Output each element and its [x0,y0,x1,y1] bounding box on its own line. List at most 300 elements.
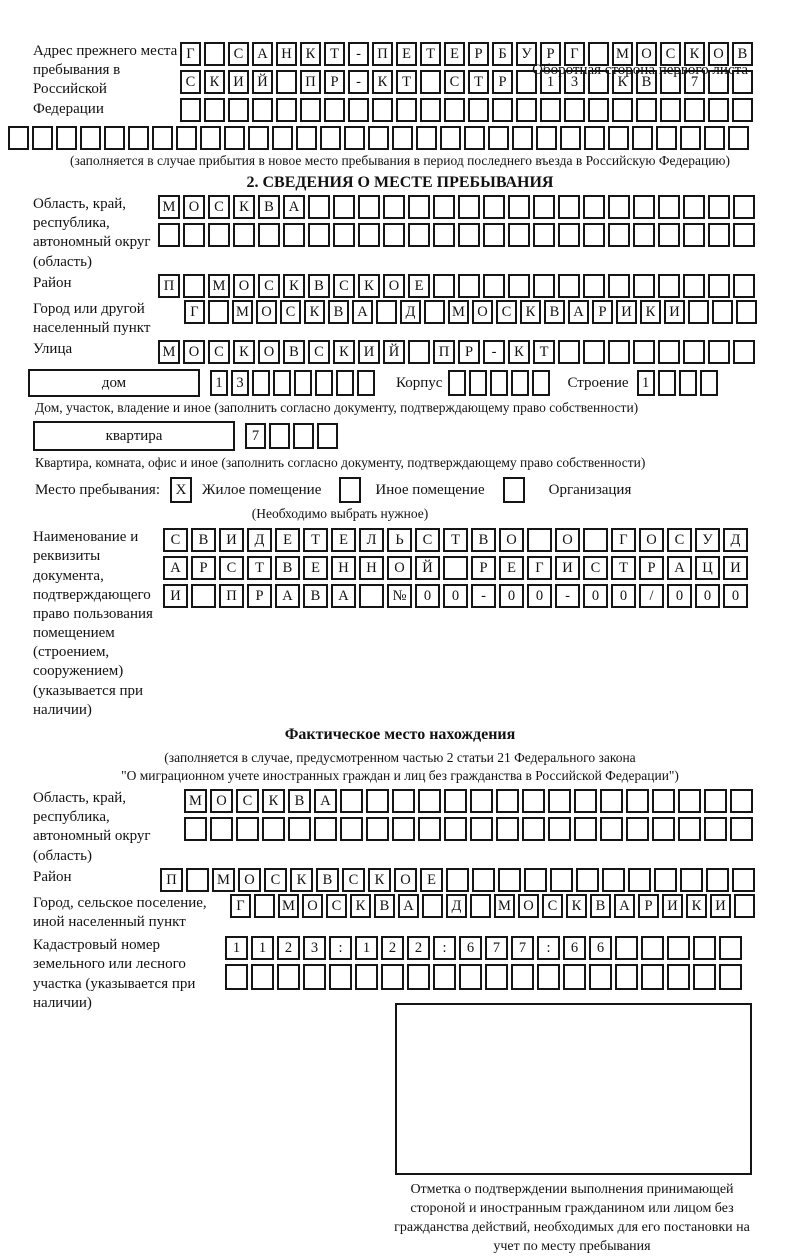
char-cell: Т [247,556,272,580]
char-cell [340,817,363,841]
char-cell [443,556,468,580]
char-cell: Р [592,300,613,324]
char-cell: № [387,584,412,608]
char-cell: А [667,556,692,580]
char-cell: Й [415,556,440,580]
char-cell: В [328,300,349,324]
char-cell [444,98,465,122]
char-cell [357,370,375,396]
char-cell: К [304,300,325,324]
char-cell [329,964,352,990]
char-cell [366,789,389,813]
char-cell [308,223,330,247]
char-cell [511,964,534,990]
char-cell: Т [420,42,441,66]
char-cell [536,126,557,150]
korpus-boxes[interactable] [448,370,553,396]
char-cell [191,584,216,608]
region-row-2[interactable] [158,223,758,247]
char-cell: В [636,70,657,94]
char-cell: В [303,584,328,608]
char-cell: Е [499,556,524,580]
char-cell [333,223,355,247]
checkbox-other-premises[interactable] [339,477,361,503]
apartment-row [33,421,800,451]
char-cell [658,340,680,364]
char-cell: Е [303,556,328,580]
char-cell [683,223,705,247]
char-cell [583,528,608,552]
char-cell: Г [527,556,552,580]
fact-district-row[interactable] [160,868,758,892]
char-cell [396,98,417,122]
district-row[interactable] [158,274,758,298]
char-cell [433,223,455,247]
char-cell [632,126,653,150]
char-cell: К [686,894,707,918]
char-cell [228,98,249,122]
char-cell [32,126,53,150]
stay-place-row [35,477,800,503]
char-cell: Д [247,528,272,552]
cadastral-row-2[interactable] [225,964,745,990]
char-cell [693,936,716,960]
char-cell: Е [408,274,430,298]
char-cell [483,195,505,219]
char-cell: К [350,894,371,918]
char-cell [583,195,605,219]
char-cell [636,98,657,122]
char-cell: В [374,894,395,918]
char-cell [641,964,664,990]
char-cell [533,223,555,247]
char-cell [180,98,201,122]
char-cell [348,98,369,122]
prev-address-caption: (заполняется в случае прибытия в новое место пребывания в период последнего въезда в Российскую Федерацию) [69,153,731,168]
char-cell [589,964,612,990]
char-cell: Д [400,300,421,324]
char-cell: Г [184,300,205,324]
prev-address-group [33,42,800,122]
char-cell [104,126,125,150]
char-cell [272,126,293,150]
char-cell: О [387,556,412,580]
char-cell: 1 [210,370,228,396]
char-cell [527,528,552,552]
char-cell: И [555,556,580,580]
char-cell [708,195,730,219]
char-cell [511,370,529,396]
stay-place-label: Место пребывания: [35,481,160,498]
char-cell [658,195,680,219]
char-cell: М [212,868,235,892]
char-cell [633,195,655,219]
char-cell: Р [492,70,513,94]
char-cell [408,195,430,219]
char-cell [324,98,345,122]
char-cell: Р [247,584,272,608]
char-cell: 7 [684,70,705,94]
char-cell [708,98,729,122]
char-cell: - [555,584,580,608]
char-cell [458,195,480,219]
char-cell: П [160,868,183,892]
char-cell [344,126,365,150]
char-cell [483,274,505,298]
cadastral-group [33,936,800,1013]
char-cell: П [433,340,455,364]
char-cell [704,817,727,841]
char-cell: М [278,894,299,918]
char-cell: 0 [527,584,552,608]
fact-settlement-group [33,894,800,932]
char-cell [408,340,430,364]
char-cell: К [566,894,587,918]
char-cell [626,817,649,841]
city-label: Город или другой населенный пункт [33,300,151,336]
char-cell: Н [331,556,356,580]
char-cell [314,817,337,841]
char-cell: А [275,584,300,608]
char-cell: 0 [695,584,720,608]
char-cell [574,817,597,841]
char-cell [183,274,205,298]
char-cell [533,274,555,298]
fact-settlement-label: Город, сельское поселение, иной населенный пункт [33,894,207,930]
cadastral-label: Кадастровый номер земельного или лесного участка (указывается при наличии) [33,937,196,1011]
char-cell [658,223,680,247]
char-cell [704,789,727,813]
char-cell: И [710,894,731,918]
char-cell [615,964,638,990]
char-cell [733,223,755,247]
char-cell [683,195,705,219]
char-cell: К [368,868,391,892]
char-cell [236,817,259,841]
char-cell: 6 [459,936,482,960]
char-cell: О [639,528,664,552]
char-cell [200,126,221,150]
char-cell: В [258,195,280,219]
char-cell: А [352,300,373,324]
char-cell: М [612,42,633,66]
char-cell: А [314,789,337,813]
char-cell [300,98,321,122]
document-row-3[interactable] [163,584,751,608]
char-cell [537,964,560,990]
char-cell: 0 [415,584,440,608]
char-cell [208,300,229,324]
stroenie-boxes[interactable] [637,370,721,396]
char-cell [248,126,269,150]
char-cell [376,300,397,324]
char-cell: Н [276,42,297,66]
char-cell: Н [359,556,384,580]
char-cell [470,817,493,841]
char-cell [262,817,285,841]
char-cell: А [614,894,635,918]
char-cell: 0 [499,584,524,608]
char-cell [708,274,730,298]
char-cell [251,964,274,990]
char-cell [558,340,580,364]
char-cell: 1 [355,936,378,960]
region-row-1[interactable] [158,195,758,219]
char-cell [600,817,623,841]
char-cell: П [300,70,321,94]
char-cell [532,370,550,396]
char-cell: Р [468,42,489,66]
char-cell [308,195,330,219]
street-row[interactable] [158,340,758,364]
house-label-box: дом [28,369,200,397]
char-cell [233,223,255,247]
char-cell [381,964,404,990]
char-cell [158,223,180,247]
char-cell [508,274,530,298]
region-group [33,195,800,272]
char-cell [608,126,629,150]
char-cell: 0 [723,584,748,608]
fact-region-row-2[interactable] [184,817,756,841]
char-cell [728,126,749,150]
char-cell [424,300,445,324]
char-cell: С [208,340,230,364]
fact-district-group [33,868,800,892]
char-cell: В [283,340,305,364]
char-cell: О [499,528,524,552]
char-cell [608,223,630,247]
char-cell [576,868,599,892]
confirmation-stamp-area [395,1003,752,1175]
char-cell [392,817,415,841]
char-cell: С [333,274,355,298]
char-cell: К [612,70,633,94]
char-cell: С [342,868,365,892]
char-cell [276,98,297,122]
document-row-1[interactable] [163,528,751,552]
char-cell: С [583,556,608,580]
char-cell [574,789,597,813]
char-cell [719,936,742,960]
char-cell [633,223,655,247]
char-cell: С [180,70,201,94]
char-cell: У [516,42,537,66]
char-cell [684,98,705,122]
char-cell: П [158,274,180,298]
char-cell [448,370,466,396]
char-cell: В [316,868,339,892]
char-cell [210,817,233,841]
char-cell [359,584,384,608]
apartment-label-box: квартира [33,421,235,451]
char-cell [204,42,225,66]
actual-location-title: Фактическое место нахождения [284,726,516,743]
char-cell: М [448,300,469,324]
char-cell: М [158,340,180,364]
char-cell [558,274,580,298]
char-cell [688,300,709,324]
char-cell [600,789,623,813]
house-number-boxes[interactable] [210,370,378,396]
char-cell: Т [303,528,328,552]
char-cell: С [415,528,440,552]
char-cell [533,195,555,219]
prev-address-row-3[interactable] [180,98,756,122]
city-group [33,300,800,338]
char-cell: С [496,300,517,324]
char-cell [446,868,469,892]
char-cell: Т [533,340,555,364]
char-cell: Р [471,556,496,580]
char-cell [485,964,508,990]
char-cell [469,370,487,396]
char-cell: Й [383,340,405,364]
char-cell: К [283,274,305,298]
char-cell [392,126,413,150]
char-cell [208,223,230,247]
char-cell: К [358,274,380,298]
char-cell [608,195,630,219]
char-cell [584,126,605,150]
char-cell [488,126,509,150]
char-cell [588,98,609,122]
char-cell [483,223,505,247]
char-cell [336,370,354,396]
cadastral-row-1[interactable] [225,936,745,960]
char-cell: 7 [511,936,534,960]
char-cell [516,98,537,122]
char-cell [512,126,533,150]
char-cell [658,274,680,298]
char-cell [303,964,326,990]
char-cell: И [358,340,380,364]
char-cell [708,223,730,247]
char-cell [626,789,649,813]
char-cell [641,936,664,960]
char-cell: И [219,528,244,552]
char-cell [683,340,705,364]
district-label: Район [33,274,72,291]
char-cell [496,817,519,841]
prev-address-row-4[interactable] [8,126,800,150]
char-cell: : [329,936,352,960]
char-cell [683,274,705,298]
char-cell [652,817,675,841]
char-cell [458,223,480,247]
region-label: Область, край, республика, автономный округ (область) [33,196,151,270]
char-cell [407,964,430,990]
char-cell: Л [359,528,384,552]
char-cell: М [494,894,515,918]
fact-region-row-1[interactable] [184,789,756,813]
prev-address-label: Адрес прежнего места пребывания в Российской Федерации [33,43,178,117]
char-cell [654,868,677,892]
char-cell: О [302,894,323,918]
char-cell: Г [230,894,251,918]
char-cell: 6 [563,936,586,960]
char-cell [708,340,730,364]
char-cell: С [444,70,465,94]
checkbox-organization[interactable] [503,477,525,503]
char-cell [608,274,630,298]
char-cell: У [695,528,720,552]
char-cell [224,126,245,150]
char-cell: О [472,300,493,324]
char-cell [276,70,297,94]
char-cell: А [252,42,273,66]
char-cell [258,223,280,247]
char-cell [508,223,530,247]
char-cell: 7 [245,423,266,449]
char-cell: / [639,584,664,608]
char-cell [732,868,755,892]
char-cell: С [236,789,259,813]
char-cell [422,894,443,918]
char-cell: М [184,789,207,813]
char-cell [498,868,521,892]
char-cell: Р [639,556,664,580]
char-cell: Р [458,340,480,364]
char-cell: О [383,274,405,298]
char-cell: С [542,894,563,918]
city-row[interactable] [184,300,760,324]
char-cell [444,817,467,841]
char-cell: 7 [485,936,508,960]
char-cell: И [664,300,685,324]
char-cell [152,126,173,150]
char-cell: К [372,70,393,94]
char-cell: - [483,340,505,364]
fact-settlement-row[interactable] [230,894,758,918]
char-cell: 1 [251,936,274,960]
char-cell [269,423,290,449]
char-cell [524,868,547,892]
char-cell [633,340,655,364]
char-cell [679,370,697,396]
char-cell [680,126,701,150]
char-cell [358,223,380,247]
char-cell: С [163,528,188,552]
char-cell [440,126,461,150]
char-cell [719,964,742,990]
char-cell [355,964,378,990]
checkbox-residential[interactable]: X [170,477,192,503]
char-cell: С [219,556,244,580]
char-cell: А [283,195,305,219]
document-group [33,528,800,720]
fact-region-group [33,789,800,866]
char-cell: 0 [583,584,608,608]
char-cell [693,964,716,990]
char-cell [444,789,467,813]
char-cell [252,370,270,396]
char-cell [320,126,341,150]
char-cell: Р [324,70,345,94]
char-cell: К [333,340,355,364]
char-cell: С [660,42,681,66]
char-cell: 2 [381,936,404,960]
document-row-2[interactable] [163,556,751,580]
char-cell [408,223,430,247]
char-cell [186,868,209,892]
char-cell [252,98,273,122]
char-cell [706,868,729,892]
char-cell: К [262,789,285,813]
char-cell: 3 [303,936,326,960]
char-cell: С [280,300,301,324]
apartment-boxes[interactable] [245,423,341,449]
